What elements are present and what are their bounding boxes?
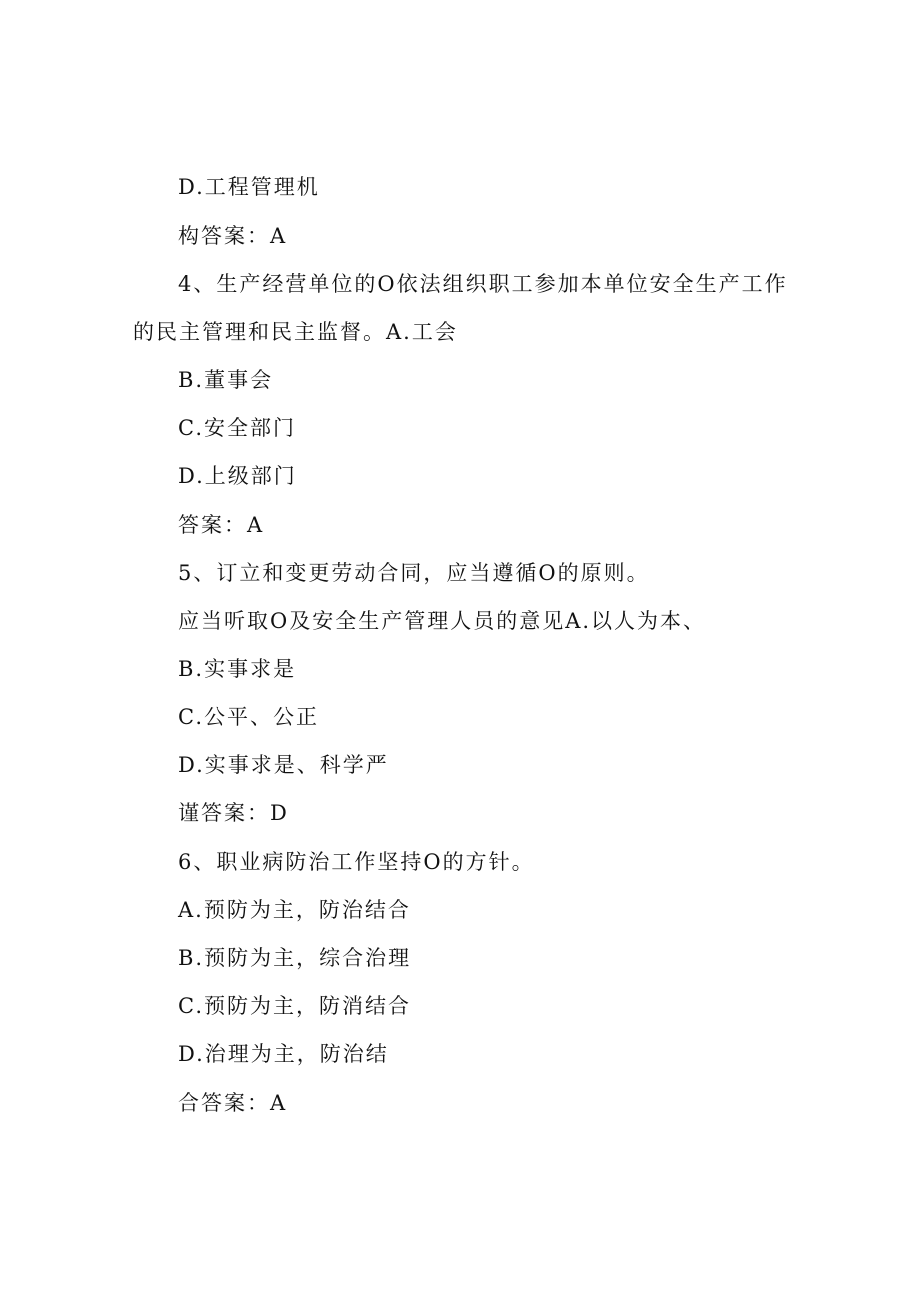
option-d-q6: D.治理为主，防治结 bbox=[178, 1042, 389, 1066]
option-c-q6: C.预防为主，防消结合 bbox=[178, 994, 411, 1018]
answer-q6: 合答案：A bbox=[178, 1091, 288, 1115]
question-4-line-1: 4、生产经营单位的O依法组织职工参加本单位安全生产工作 bbox=[178, 272, 788, 296]
question-5: 5、订立和变更劳动合同，应当遵循O的原则。 bbox=[178, 561, 650, 585]
question-4-line-2: 的民主管理和民主监督。A.工会 bbox=[133, 320, 458, 344]
option-d-q4: D.上级部门 bbox=[178, 464, 297, 488]
option-d-q5: D.实事求是、科学严 bbox=[178, 753, 389, 777]
question-6: 6、职业病防治工作坚持O的方针。 bbox=[178, 850, 535, 874]
option-a-q6: A.预防为主，防治结合 bbox=[178, 898, 411, 922]
answer-q5: 谨答案：D bbox=[178, 801, 289, 825]
option-b-q4: B.董事会 bbox=[178, 368, 274, 392]
option-c-q5: C.公平、公正 bbox=[178, 705, 319, 729]
option-b-q5: B.实事求是 bbox=[178, 657, 297, 681]
answer-q3: 构答案：A bbox=[178, 224, 288, 248]
option-d-q3: D.工程管理机 bbox=[178, 175, 320, 199]
option-c-q4: C.安全部门 bbox=[178, 416, 296, 440]
answer-q4: 答案：A bbox=[178, 513, 265, 537]
question-5-continuation: 应当听取O及安全生产管理人员的意见A.以人为本、 bbox=[178, 609, 707, 633]
option-b-q6: B.预防为主，综合治理 bbox=[178, 946, 412, 970]
